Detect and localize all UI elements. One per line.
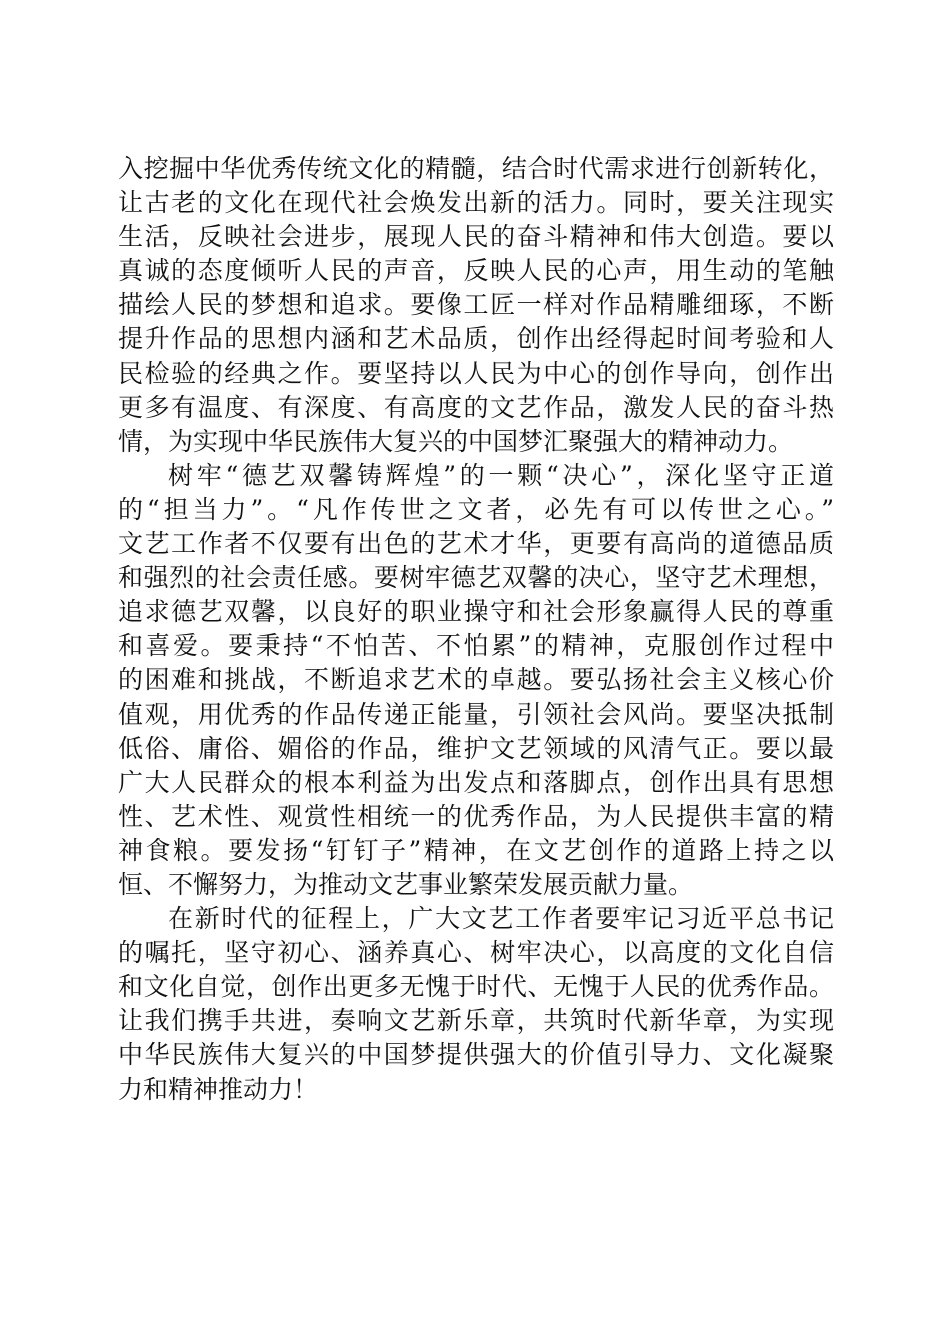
text-line: 情，为实现中华民族伟大复兴的中国梦汇聚强大的精神动力。 (118, 426, 794, 456)
text-line: 让古老的文化在现代社会焕发出新的活力。同时，要关注现实 (118, 188, 834, 218)
text-line: 民检验的经典之作。要坚持以人民为中心的创作导向，创作出 (118, 358, 834, 388)
text-line: 让我们携手共进，奏响文艺新乐章，共筑时代新华章，为实现 (118, 1006, 834, 1036)
text-line: 力和精神推动力！ (118, 1074, 319, 1104)
text-line: 生活，反映社会进步，展现人民的奋斗精神和伟大创造。要以 (118, 222, 834, 252)
text-line: 值观，用优秀的作品传递正能量，引领社会风尚。要坚决抵制 (118, 699, 834, 729)
text-line: 广大人民群众的根本利益为出发点和落脚点，创作出具有思想 (118, 767, 834, 797)
text-line: 和喜爱。要秉持“不怕苦、不怕累”的精神，克服创作过程中 (118, 631, 834, 661)
text-line: 真诚的态度倾听人民的声音，反映人民的心声，用生动的笔触 (118, 256, 834, 286)
text-line: 追求德艺双馨，以良好的职业操守和社会形象赢得人民的尊重 (118, 597, 834, 627)
text-line: 和强烈的社会责任感。要树牢德艺双馨的决心，坚守艺术理想， (118, 563, 834, 593)
text-line: 中华民族伟大复兴的中国梦提供强大的价值引导力、文化凝聚 (118, 1040, 834, 1070)
paragraph-start-line: 在新时代的征程上，广大文艺工作者要牢记习近平总书记 (168, 904, 834, 934)
text-line: 的困难和挑战，不断追求艺术的卓越。要弘扬社会主义核心价 (118, 665, 834, 695)
text-line: 描绘人民的梦想和追求。要像工匠一样对作品精雕细琢，不断 (118, 290, 834, 320)
text-line: 的嘱托，坚守初心、涵养真心、树牢决心，以高度的文化自信 (118, 938, 834, 968)
paragraph-start-line: 树牢“德艺双馨铸辉煌”的一颗“决心”，深化坚守正道 (168, 460, 834, 490)
document-body (118, 152, 834, 1107)
text-line: 提升作品的思想内涵和艺术品质，创作出经得起时间考验和人 (118, 324, 834, 354)
text-line: 性、艺术性、观赏性相统一的优秀作品，为人民提供丰富的精 (118, 801, 834, 831)
text-line: 更多有温度、有深度、有高度的文艺作品，激发人民的奋斗热 (118, 392, 834, 422)
text-line: 神食粮。要发扬“钉钉子”精神，在文艺创作的道路上持之以 (118, 835, 834, 865)
text-line: 和文化自觉，创作出更多无愧于时代、无愧于人民的优秀作品。 (118, 972, 834, 1002)
text-line: 恒、不懈努力，为推动文艺事业繁荣发展贡献力量。 (118, 869, 694, 899)
text-line: 文艺工作者不仅要有出色的艺术才华，更要有高尚的道德品质 (118, 529, 834, 559)
text-line: 低俗、庸俗、媚俗的作品，维护文艺领域的风清气正。要以最 (118, 733, 834, 763)
text-line: 入挖掘中华优秀传统文化的精髓，结合时代需求进行创新转化， (118, 154, 834, 183)
text-line: 的“担当力”。“凡作传世之文者，必先有可以传世之心。” (118, 494, 834, 524)
